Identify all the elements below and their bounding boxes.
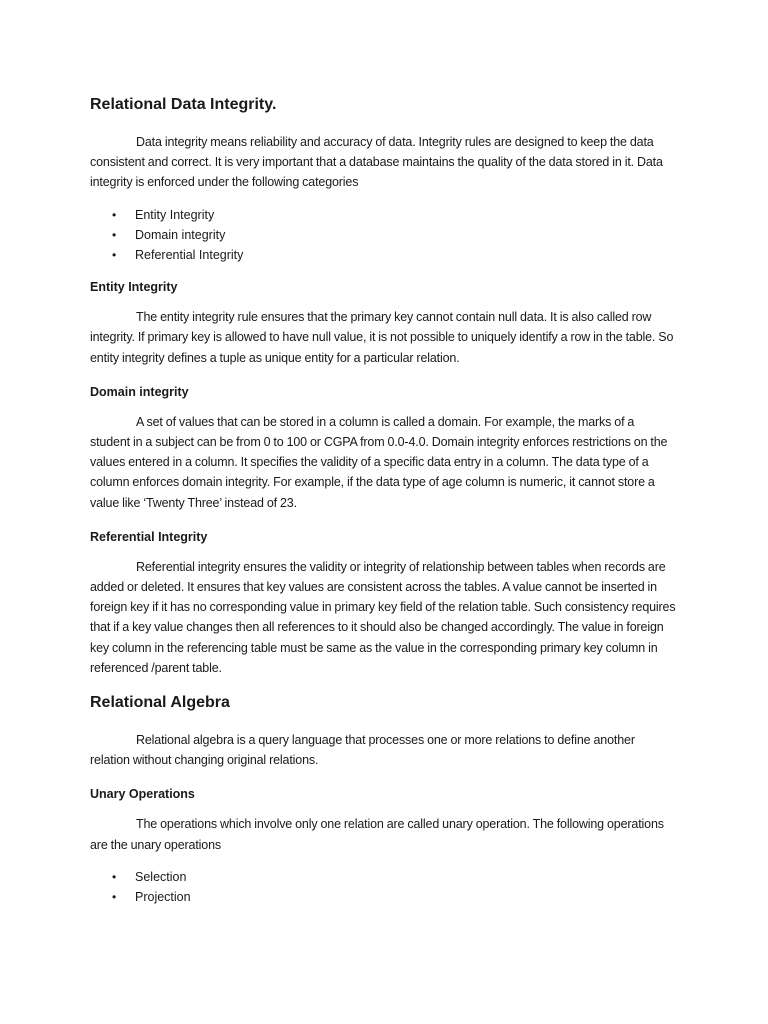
unary-operations-paragraph: The operations which involve only one relation are called unary operation. The following operations are the unary operations — [90, 817, 664, 852]
list-item-text: Entity Integrity — [135, 207, 215, 222]
unary-operations-list — [90, 867, 676, 907]
section-title-relational-algebra: Relational Algebra — [90, 694, 230, 712]
list-item-text: Domain integrity — [135, 227, 226, 242]
list-item — [90, 225, 676, 245]
intro-paragraph: Data integrity means reliability and accuracy of data. Integrity rules are designed to keep the data consistent and correct. It is very important that a database maintains the quality of the data stored in it. Data integrity is enforced under the following categories — [90, 135, 663, 190]
list-item — [90, 867, 676, 887]
bullet-icon: • — [112, 207, 117, 222]
list-item-text: Referential Integrity — [135, 248, 244, 263]
list-item-text: Selection — [135, 869, 187, 884]
integrity-categories-list — [90, 205, 676, 266]
entity-integrity-paragraph: The entity integrity rule ensures that the primary key cannot contain null data. It is also called row integrity. If primary key is allowed to have null value, it is not possible to uniquely identify a row in the table. So entity integrity defines a tuple as unique entity for a particular relation. — [90, 310, 674, 365]
bullet-icon: • — [112, 869, 117, 884]
list-item-text: Projection — [135, 890, 191, 905]
heading-entity-integrity: Entity Integrity — [90, 280, 178, 295]
list-item — [90, 887, 676, 907]
bullet-icon: • — [112, 227, 117, 242]
section-title-data-integrity: Relational Data Integrity. — [90, 96, 277, 113]
domain-integrity-paragraph: A set of values that can be stored in a column is called a domain. For example, the marks of a student in a subject can be from 0 to 100 or CGPA from 0.0-4.0. Domain integrity enforces restrictions on the values entered in a column. It specifies the validity of a specific data entry in a column. The data type of a column enforces domain integrity. For example, if the data type of age column is numeric, it cannot store a value like ‘Twenty Three’ instead of 23. — [90, 414, 668, 510]
list-item — [90, 205, 676, 225]
heading-unary-operations: Unary Operations — [90, 787, 195, 802]
heading-domain-integrity: Domain integrity — [90, 384, 189, 399]
bullet-icon: • — [112, 890, 117, 905]
relational-algebra-paragraph: Relational algebra is a query language that processes one or more relations to define another relation without changing original relations. — [90, 733, 635, 768]
bullet-icon: • — [112, 248, 117, 263]
heading-referential-integrity: Referential Integrity — [90, 529, 208, 544]
list-item — [90, 245, 676, 265]
referential-integrity-paragraph: Referential integrity ensures the validity or integrity of relationship between tables when records are added or deleted. It ensures that key values are consistent across the tables. A value cannot be inserted in foreign key if it has no corresponding value in primary key field of the relation table. Such consistency requires that if a key value changes then all references to it should also be changed accordingly. The value in foreign key column in the referencing table must be same as the value in the corresponding primary key column in referenced /parent table. — [90, 559, 676, 675]
